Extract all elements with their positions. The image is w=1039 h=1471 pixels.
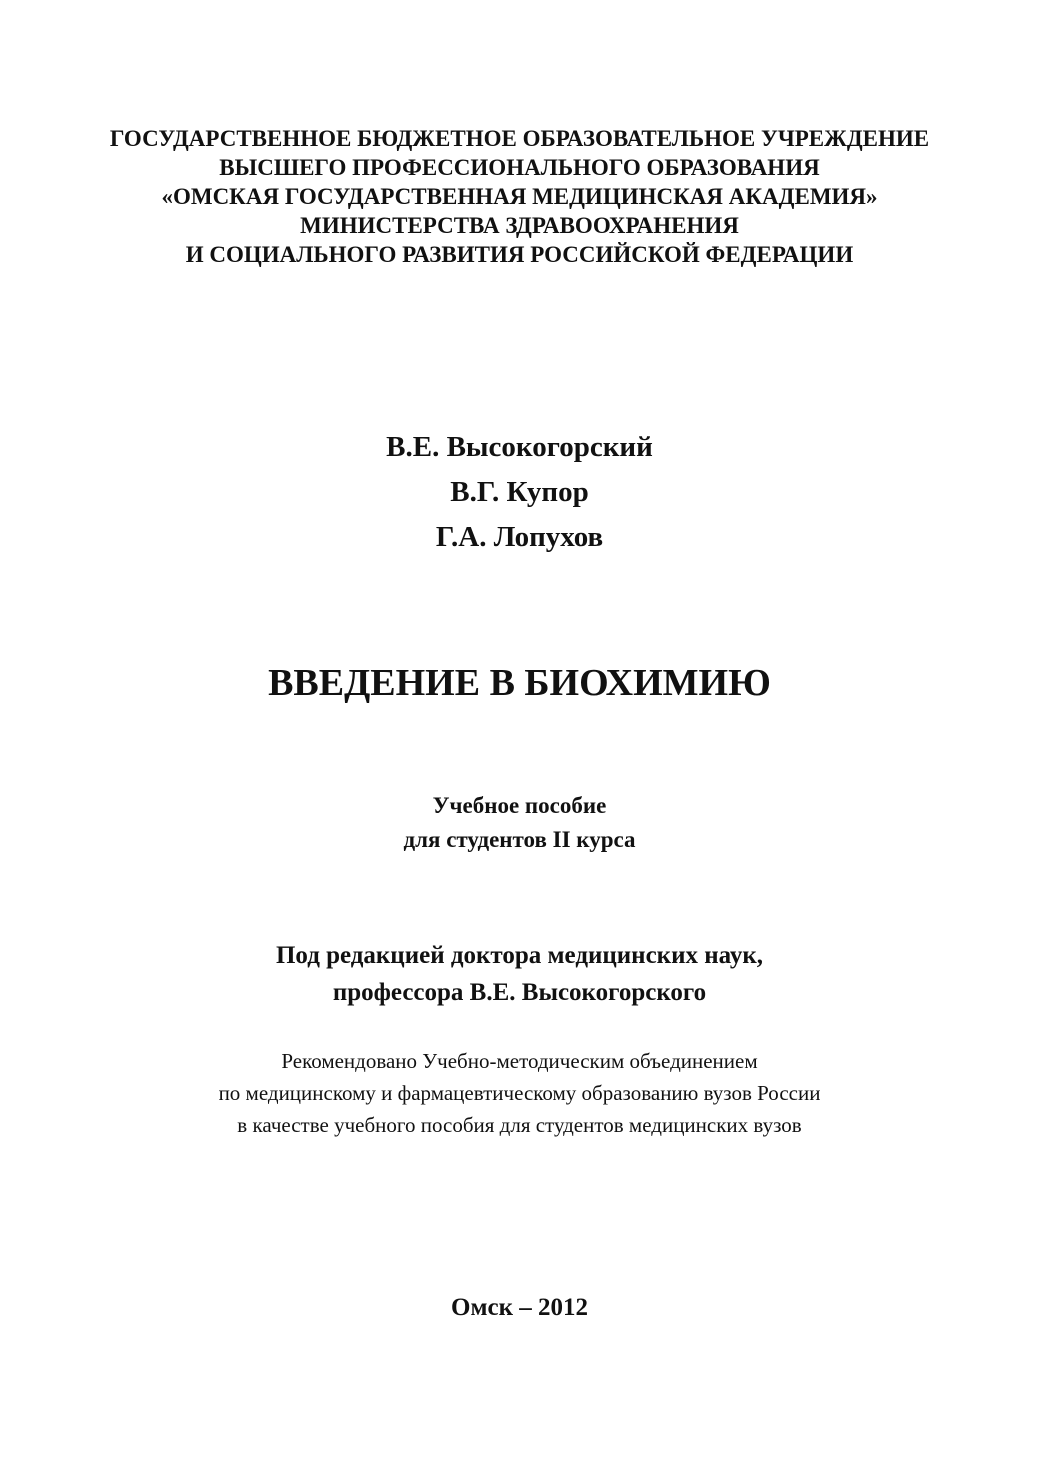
book-subtitle: [0, 789, 1039, 857]
subtitle-line: для студентов II курса: [403, 827, 636, 852]
recommendation-line: в качестве учебного пособия для студентов медицинских вузов: [237, 1113, 802, 1137]
authors-list: [0, 425, 1039, 560]
institution-header: [0, 124, 1039, 269]
institution-line: МИНИСТЕРСТВА ЗДРАВООХРАНЕНИЯ: [300, 213, 739, 238]
author-name: Г.А. Лопухов: [435, 521, 604, 553]
editor-line: Под редакцией доктора медицинских наук,: [275, 942, 764, 969]
institution-line: ВЫСШЕГО ПРОФЕССИОНАЛЬНОГО ОБРАЗОВАНИЯ: [219, 155, 820, 180]
book-title: ВВЕДЕНИЕ В БИОХИМИЮ: [268, 662, 771, 704]
institution-line: «ОМСКАЯ ГОСУДАРСТВЕННАЯ МЕДИЦИНСКАЯ АКАДЕМИЯ»: [161, 184, 878, 209]
subtitle-line: Учебное пособие: [432, 793, 607, 818]
editor-note: [0, 937, 1039, 1011]
imprint-place-year: Омск – 2012: [451, 1294, 588, 1321]
editor-line: профессора В.Е. Высокогорского: [332, 979, 707, 1006]
recommendation-note: [0, 1045, 1039, 1141]
institution-line: ГОСУДАРСТВЕННОЕ БЮДЖЕТНОЕ ОБРАЗОВАТЕЛЬНОЕ УЧРЕЖДЕНИЕ: [109, 126, 930, 151]
author-name: В.Е. Высокогорский: [386, 431, 653, 463]
institution-line: И СОЦИАЛЬНОГО РАЗВИТИЯ РОССИЙСКОЙ ФЕДЕРАЦИИ: [185, 242, 854, 267]
author-name: В.Г. Купор: [450, 476, 589, 508]
recommendation-line: по медицинскому и фармацевтическому образованию вузов России: [218, 1081, 821, 1105]
recommendation-line: Рекомендовано Учебно-методическим объединением: [281, 1049, 758, 1073]
